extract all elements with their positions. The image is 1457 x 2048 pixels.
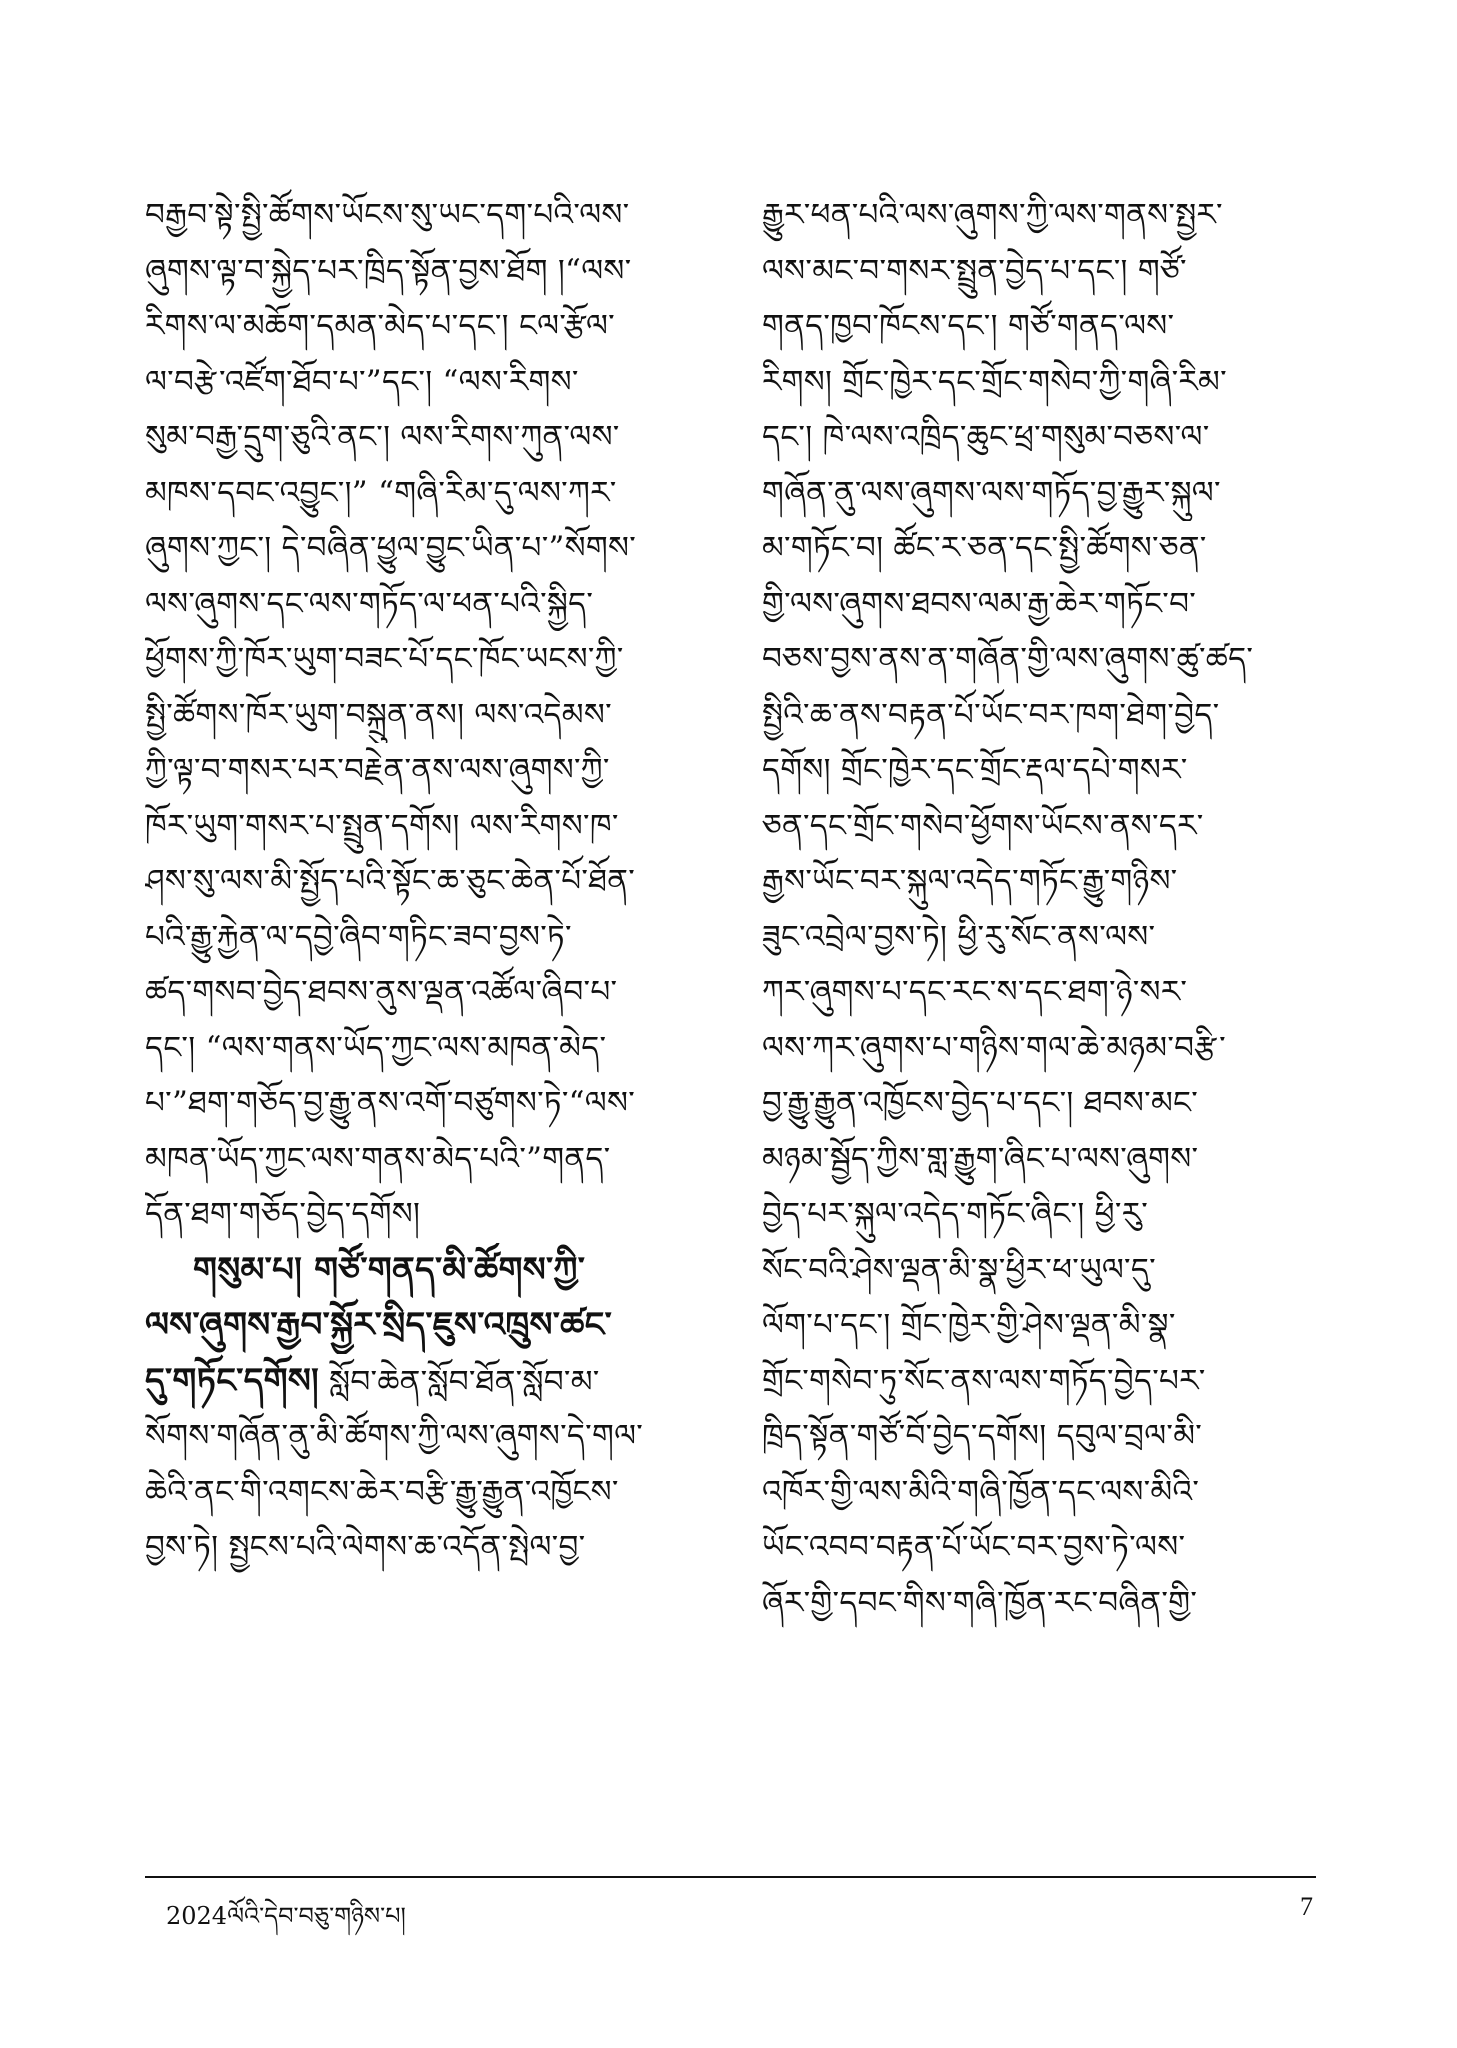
text-line: པ་”ཐག་གཅོད་བྱ་རྒྱུ་ནས་འགོ་བཙུགས་ཏེ་“ལས་ <box>145 1085 635 1121</box>
text-line: འཁོར་གྱི་ལས་མིའི་གཞི་ཁྱོན་དང་ལས་མིའི་ <box>762 1473 1200 1510</box>
text-line: བྱ་རྒྱུ་རྒྱུན་འཁྱོངས་བྱེད་པ་དང་། ཐབས་མང་ <box>762 1085 1198 1121</box>
text-line: སློབ་ཆེན་སློབ་ཐོན་སློབ་མ་ <box>329 1363 600 1400</box>
text-line: ལོག་པ་དང་། གྲོང་ཁྱེར་གྱི་ཤེས་ལྡན་མི་སྣ་ <box>762 1307 1176 1343</box>
text-line: དང་། ཁེ་ལས་འཁྲིད་ཆུང་ཕྲ་གསུམ་བཅས་ལ་ <box>762 419 1210 455</box>
text-line: ལས་མང་བ་གསར་སྤྲུན་བྱེད་པ་དང་། གཙོ་ <box>762 252 1187 289</box>
text-line: བཅས་བྱས་ནས་ན་གཞོན་གྱི་ལས་ཞུགས་ཚུ་ཚད་ <box>762 641 1254 677</box>
text-line: གྱི་ལས་ཞུགས་ཐབས་ལམ་རྒྱ་ཆེར་གཏོང་བ་ <box>762 585 1197 622</box>
text-line: ཕྱོགས་ཀྱི་ཁོར་ཡུག་བཟང་པོ་དང་ཁོང་ཡངས་ཀྱི་ <box>145 641 624 677</box>
text-line: ཟུང་འབྲེལ་བྱས་ཏེ། ཕྱི་རུ་སོང་ནས་ལས་ <box>762 918 1156 955</box>
section-heading: ལས་ཞུགས་རྒྱབ་སྐྱོར་སྲིད་ཇུས་འཁྲུས་ཚང་ <box>145 1305 613 1345</box>
text-line: སུམ་བརྒྱ་དྲུག་ཅུའི་ནང་། ལས་རིགས་ཀུན་ལས་ <box>145 419 620 455</box>
text-line: རིགས་ལ་མཆོག་དམན་མེད་པ་དང་། ངལ་རྩོལ་ <box>145 308 615 344</box>
text-line: དོན་ཐག་གཅོད་བྱེད་དགོས། <box>145 1196 421 1232</box>
section-heading: དུ་གཏོང་དགོས། <box>145 1360 319 1401</box>
heading-line-with-text <box>145 1354 717 1410</box>
page-number: 7 <box>1300 1892 1313 1921</box>
text-line: གྲོང་གསེབ་ཏུ་སོང་ནས་ལས་གཏོད་བྱེད་པར་ <box>762 1362 1206 1399</box>
text-line: སོགས་གཞོན་ནུ་མི་ཚོགས་ཀྱི་ལས་ཞུགས་དེ་གལ་ <box>145 1418 644 1454</box>
text-line: སྤྱི་ཚོགས་ཁོར་ཡུག་བསྐྲུན་ནས། ལས་འདེམས་ <box>145 696 612 733</box>
left-column <box>145 188 717 1576</box>
text-line: ཡོང་འབབ་བརྟན་པོ་ཡོང་བར་བྱས་ཏེ་ལས་ <box>762 1529 1186 1565</box>
text-line: མཉམ་སྦྱོད་ཀྱིས་གླ་རྒྱུག་ཞིང་པ་ལས་ཞུགས་ <box>762 1140 1199 1177</box>
footer-divider <box>145 1876 1316 1878</box>
text-line: ཚད་གསབ་བྱེད་ཐབས་ནུས་ལྡན་འཚོལ་ཞིབ་པ་ <box>145 974 618 1010</box>
text-line: ཆེའི་ནང་གི་འགངས་ཆེར་བརྩི་རྒྱུ་རྒྱུན་འཁྱོངས་ <box>145 1473 619 1510</box>
text-line: ལ་བརྩེ་འཛོག་ཐོབ་པ་”དང་། “ལས་རིགས་ <box>145 363 579 400</box>
text-line: ཅན་དང་གྲོང་གསེབ་ཕྱོགས་ཡོངས་ནས་དར་ <box>762 807 1204 844</box>
text-line: མ་གཏོང་བ། ཚོང་ར་ཅན་དང་སྤྱི་ཚོགས་ཅན་ <box>762 530 1207 566</box>
text-line: ཀར་ཞུགས་པ་དང་རང་ས་དང་ཐག་ཉེ་སར་ <box>762 974 1188 1010</box>
text-line: ཞུགས་ལྟ་བ་སྐྱེད་པར་ཁྲིད་སྟོན་བྱས་ཐོག །“ལས་ <box>145 252 632 289</box>
text-line: བྱས་ཏེ། སྤྱངས་པའི་ལེགས་ཆ་འདོན་སྤེལ་བྱ་ <box>145 1529 586 1565</box>
text-line: མཁས་དབང་འབྱུང་།” “གཞི་རིམ་དུ་ལས་ཀར་ <box>145 474 617 511</box>
text-line: པའི་རྒྱུ་རྐྱེན་ལ་དབྱེ་ཞིབ་གཏིང་ཟབ་བྱས་ཏེ་ <box>145 918 572 955</box>
text-line: རྒྱུར་ཕན་པའི་ལས་ཞུགས་ཀྱི་ལས་གནས་སྤྱར་ <box>762 197 1223 233</box>
right-column <box>762 188 1334 1631</box>
text-line: ཞོར་གྱི་དབང་གིས་གཞི་ཁྱོན་རང་བཞིན་གྱི་ <box>762 1584 1198 1621</box>
text-line: ལས་ཞུགས་དང་ལས་གཏོད་ལ་ཕན་པའི་སྐྱིད་ <box>145 585 594 622</box>
text-line: མཁན་ཡོད་ཀྱང་ལས་གནས་མེད་པའི་”གནད་ <box>145 1140 611 1177</box>
text-line: ཁྲིད་སྟོན་གཙོ་བོ་བྱེད་དགོས། དབུལ་བྲལ་མི་ <box>762 1418 1203 1454</box>
footer-issue-label: 2024ལོའི་དེབ་བཅུ་གཉིས་པ། <box>166 1902 406 1930</box>
section-heading: གསུམ་པ། གཙོ་གནད་མི་ཚོགས་ཀྱི་ <box>193 1249 586 1290</box>
text-line: སྤྱིའི་ཆ་ནས་བརྟན་པོ་ཡོང་བར་ཁག་ཐེག་བྱེད་ <box>762 696 1220 733</box>
text-line: ཞུགས་ཀྱང་། དེ་བཞིན་ཕྱུལ་བྱུང་ཡིན་པ་”སོགས་ <box>145 530 637 566</box>
text-line: ཁོར་ཡུག་གསར་པ་སྤྲུན་དགོས། ལས་རིགས་ཁ་ <box>145 807 619 844</box>
text-line: གནད་ཁྱབ་ཁོངས་དང་། གཙོ་གནད་ལས་ <box>762 308 1175 344</box>
text-line: རིགས། གྲོང་ཁྱེར་དང་གྲོང་གསེབ་ཀྱི་གཞི་རིམ་ <box>762 363 1227 400</box>
text-line: ལས་ཀར་ཞུགས་པ་གཉིས་གལ་ཆེ་མཉམ་བརྩི་ <box>762 1029 1226 1066</box>
text-line: གཞོན་ནུ་ལས་ཞུགས་ལས་གཏོད་བྱ་རྒྱུར་སྐུལ་ <box>762 474 1221 511</box>
text-line: ཀྱི་ལྟ་བ་གསར་པར་བརྗེན་ནས་ལས་ཞུགས་ཀྱི་ <box>145 752 610 788</box>
text-line: རྒྱས་ཡོང་བར་སྐུལ་འདེད་གཏོང་རྒྱུ་གཉིས་ <box>762 863 1178 899</box>
text-line: བྱེད་པར་སྐུལ་འདེད་གཏོང་ཞིང་། ཕྱི་རུ་ <box>762 1196 1149 1232</box>
text-line: སོང་བའི་ཤེས་ལྡན་མི་སྣ་ཕྱིར་ཕ་ཡུལ་དུ་ <box>762 1251 1156 1288</box>
text-line: ཤས་སུ་ལས་མི་སྤྱོད་པའི་སྟོང་ཆ་ཅུང་ཆེན་པོ་ཐོན་ <box>145 863 636 899</box>
text-line: དགོས། གྲོང་ཁྱེར་དང་གྲོང་རྡལ་དཔེ་གསར་ <box>762 752 1188 788</box>
text-line: བརྒྱབ་སྟེ་སྤྱི་ཚོགས་ཡོངས་སུ་ཡང་དག་པའི་ལས་ <box>145 197 630 233</box>
text-line: དང་། “ལས་གནས་ཡོད་ཀྱང་ལས་མཁན་མེད་ <box>145 1029 607 1066</box>
